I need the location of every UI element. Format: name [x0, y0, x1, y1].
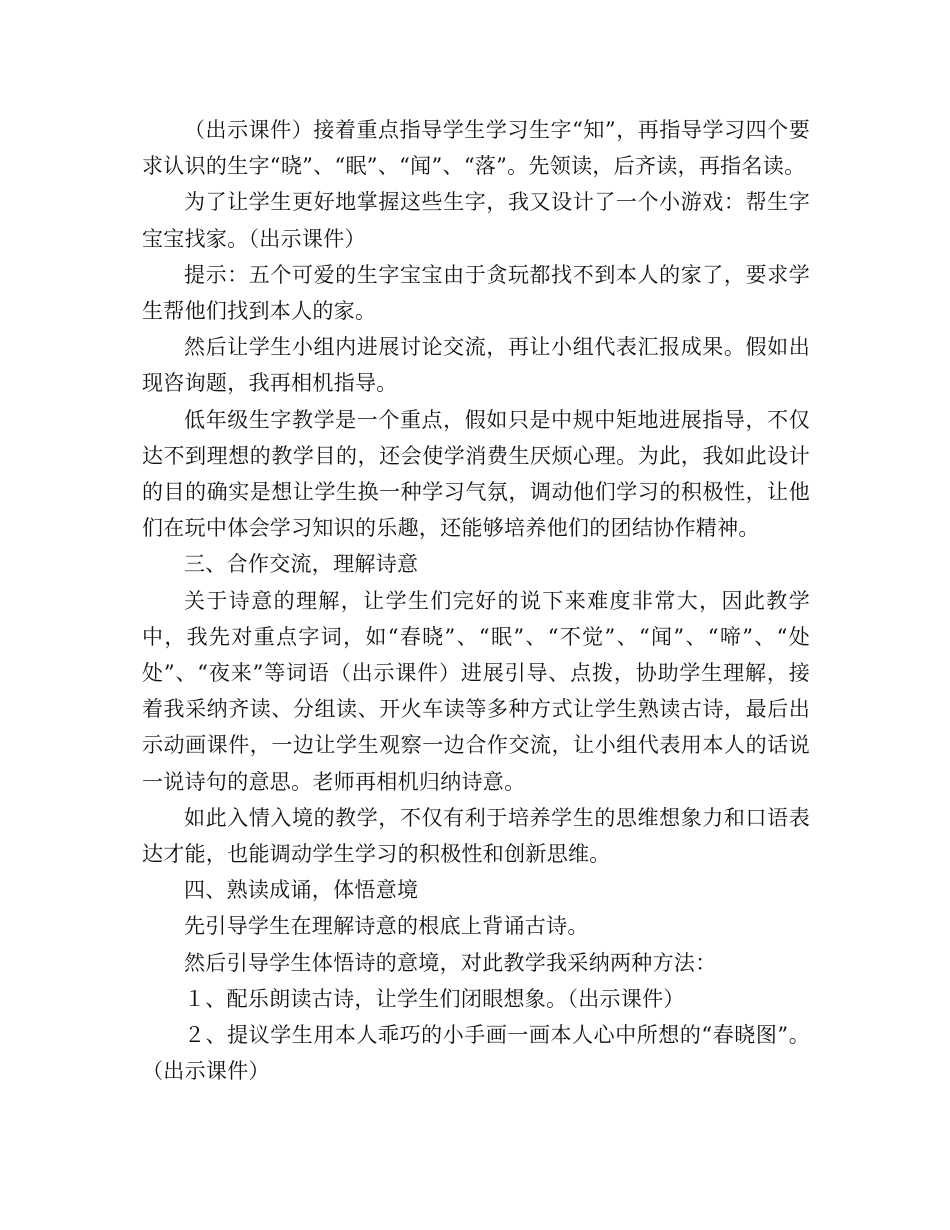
section-heading-4: 四、熟读成诵，体悟意境: [184, 878, 419, 903]
paragraph-immersive-teaching: 如此入情入境的教学，不仅有利于培养学生的思维想象力和口语表达才能，也能调动学生学习的积极性和创新思维。: [142, 805, 810, 867]
paragraph-group-discussion: 然后让学生小组内进展讨论交流，再让小组代表汇报成果。假如出现咨询题，我再相机指导。: [142, 335, 810, 396]
paragraph-recite: 先引导学生在理解诗意的根底上背诵古诗。: [184, 914, 589, 939]
paragraph-two-methods: 然后引导学生体悟诗的意境，对此教学我采纳两种方法：: [184, 950, 717, 975]
document-body: [142, 112, 810, 1089]
list-item-1: １、配乐朗读古诗，让学生们闭眼想象。（出示课件）: [184, 986, 685, 1011]
paragraph-mini-game: 为了让学生更好地掌握这些生字，我又设计了一个小游戏：帮生字宝宝找家。（出示课件）: [142, 190, 810, 251]
section-heading-3: 三、合作交流，理解诗意: [184, 552, 419, 577]
paragraph-teaching-purpose: 低年级生字教学是一个重点，假如只是中规中矩地进展指导，不仅达不到理想的教学目的，还会使学消费生厌烦心理。为此，我如此设计的目的确实是想让学生换一种学习气氛，调动他们学习的积极性，让他们在玩中体会学习知识的乐趣，还能够培养他们的团结协作精神。: [142, 407, 810, 541]
paragraph-courseware-new-characters: （出示课件）接着重点指导学生学习生字“知”，再指导学习四个要求认识的生字“晓”、“眠”、“闻”、“落”。先领读，后齐读，再指名读。: [142, 118, 810, 179]
list-item-2: ２、提议学生用本人乖巧的小手画一画本人心中所想的“春晓图”。（出示课件）: [142, 1023, 810, 1084]
paragraph-hint: 提示：五个可爱的生字宝宝由于贪玩都找不到本人的家了，要求学生帮他们找到本人的家。: [142, 262, 810, 324]
paragraph-poem-meaning: 关于诗意的理解，让学生们完好的说下来难度非常大，因此教学中，我先对重点字词，如“春晓”、“眠”、“不觉”、“闻”、“啼”、“处处”、“夜来”等词语（出示课件）进展引导、点拨，协助学生理解，接着我采纳齐读、分组读、开火车读等多种方式让学生熟读古诗，最后出示动画课件，一边让学生观察一边合作交流，让小组代表用本人的话说一说诗句的意思。老师再相机归纳诗意。: [142, 588, 810, 794]
